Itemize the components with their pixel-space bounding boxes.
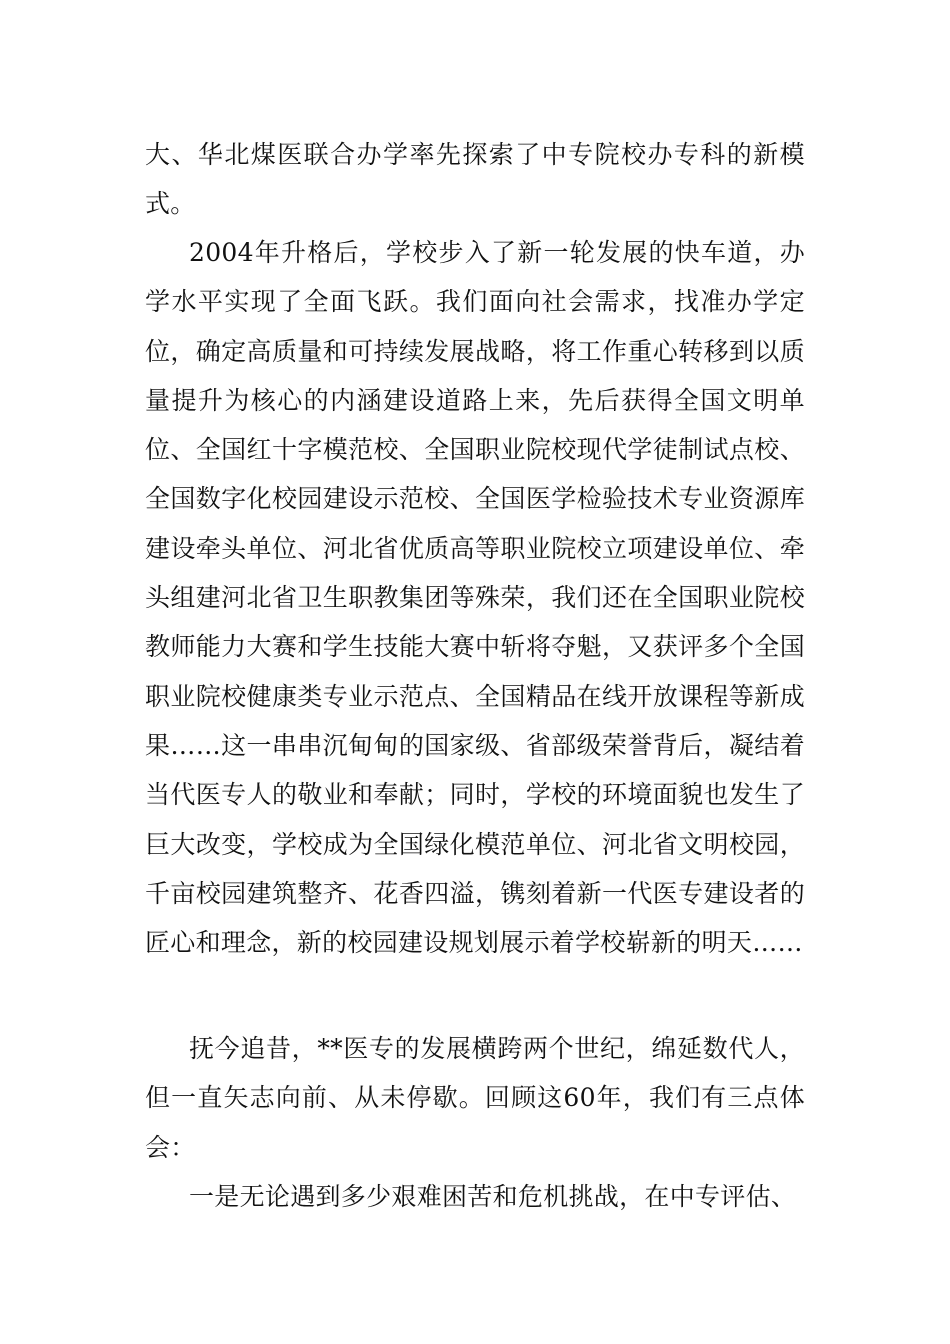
paragraph-continuation: 大、华北煤医联合办学率先探索了中专院校办专科的新模式。: [145, 140, 805, 219]
paragraph-retrospective: 抚今追昔，**医专的发展横跨两个世纪，绵延数代人，但一直矢志向前、从未停歇。回顾这60年，我们有三点体会：: [145, 1034, 805, 1162]
paragraph-development-after-upgrade: 2004年升格后，学校步入了新一轮发展的快车道，办学水平实现了全面飞跃。我们面向社会需求，找准办学定位，确定高质量和可持续发展战略，将工作重心转移到以质量提升为核心的内涵建设道路上来，先后获得全国文明单位、全国红十字模范校、全国职业院校现代学徒制试点校、全国数字化校园建设示范校、全国医学检验技术专业资源库建设牵头单位、河北省优质高等职业院校立项建设单位、牵头组建河北省卫生职教集团等殊荣，我们还在全国职业院校教师能力大赛和学生技能大赛中斩将夺魁，又获评多个全国职业院校健康类专业示范点、全国精品在线开放课程等新成果……这一串串沉甸甸的国家级、省部级荣誉背后，凝结着当代医专人的敬业和奉献；同时，学校的环境面貌也发生了巨大改变，学校成为全国绿化模范单位、河北省文明校园，千亩校园建筑整齐、花香四溢，镌刻着新一代医专建设者的匠心和理念，新的校园建设规划展示着学校崭新的明天……: [145, 238, 805, 958]
paragraph-first-point: 一是无论遇到多少艰难困苦和危机挑战，在中专评估、: [189, 1182, 797, 1211]
